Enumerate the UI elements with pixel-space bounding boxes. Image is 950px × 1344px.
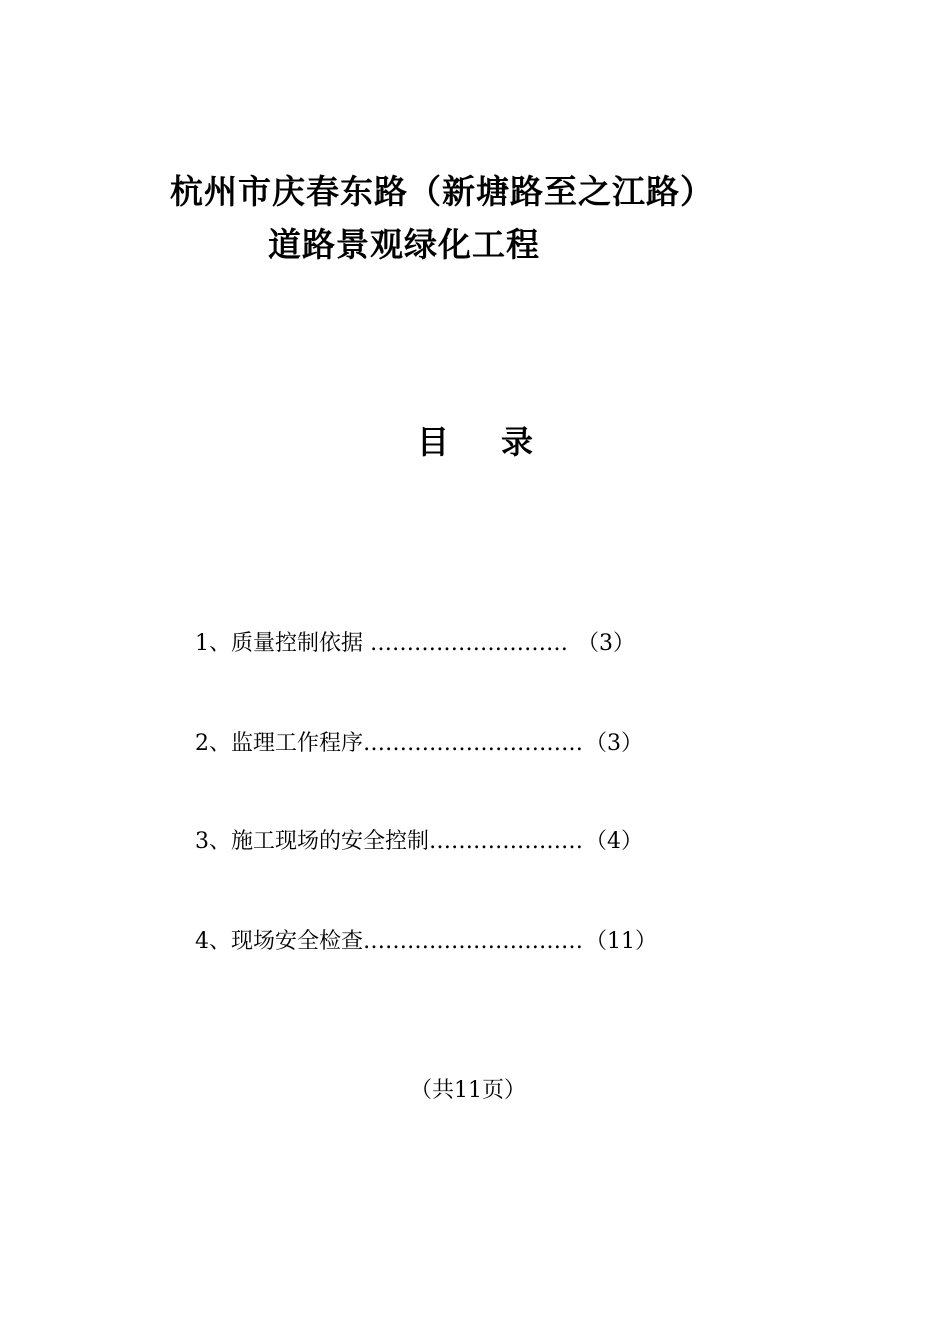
toc-entry-leader-dots: ……………………… [370, 631, 568, 656]
toc-entry-leader-dots: ………………… [429, 829, 583, 854]
toc-entry-page-number: （4） [585, 829, 643, 854]
toc-entry-page-number: （3） [570, 631, 635, 656]
toc-entry-page-number: （3） [585, 731, 643, 756]
document-title-line-1: 杭州市庆春东路（新塘路至之江路） [170, 172, 714, 211]
toc-heading [0, 423, 950, 466]
total-page-count: （共11页） [410, 1078, 526, 1103]
toc-entry [195, 729, 643, 759]
toc-entry [195, 927, 657, 957]
toc-entry-label: 2、监理工作程序 [195, 731, 363, 756]
toc-entry-page-number: （11） [585, 929, 657, 954]
toc-entry-leader-dots: ………………………… [363, 731, 583, 756]
toc-entry [195, 629, 635, 659]
toc-entry-leader-dots: ………………………… [363, 929, 583, 954]
toc-heading-char-2: 录 [501, 423, 534, 461]
document-title-line-2: 道路景观绿化工程 [268, 225, 540, 264]
toc-heading-char-1: 目 [417, 423, 450, 461]
toc-entry-label: 4、现场安全检查 [195, 929, 363, 954]
toc-entry-label: 1、质量控制依据 [195, 631, 370, 656]
toc-entry-label: 3、施工现场的安全控制 [195, 829, 429, 854]
toc-entry [195, 827, 643, 857]
